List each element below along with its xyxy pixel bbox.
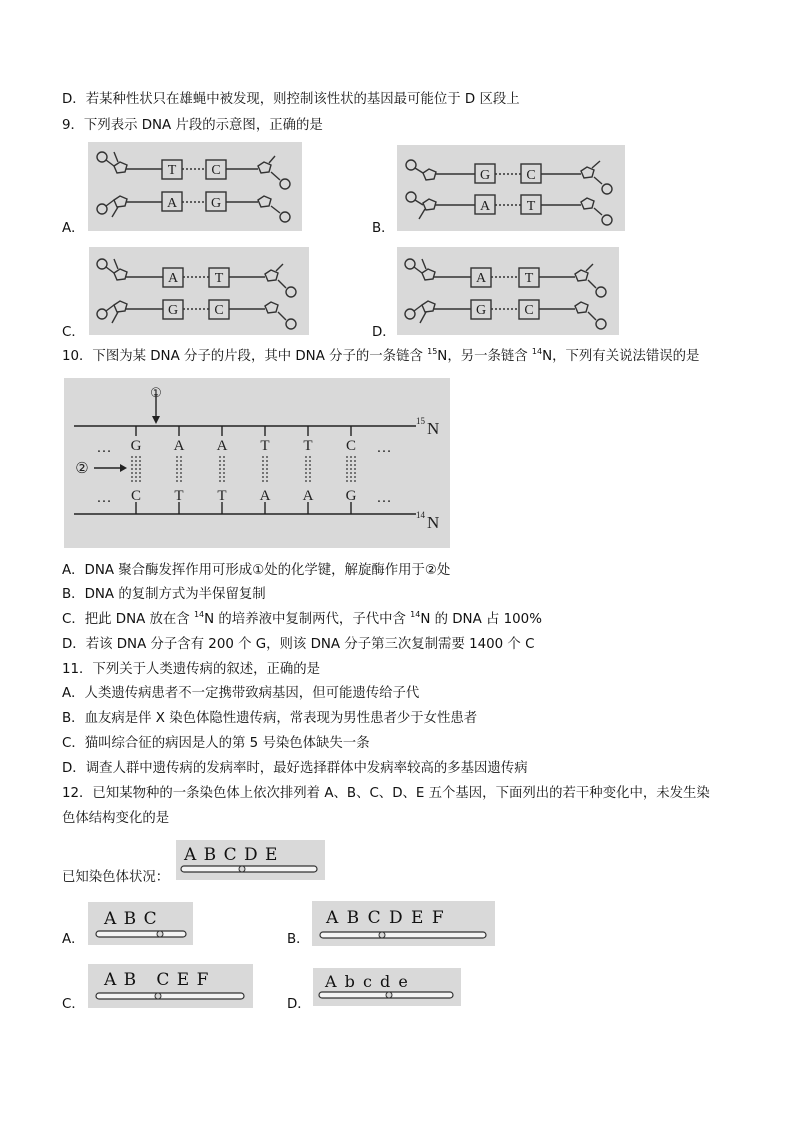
q9-stem: 9．下列表示 DNA 片段的示意图，正确的是 <box>62 118 323 133</box>
q10-stem-sup1: 15 <box>427 347 438 356</box>
chromosome-genes: A B C <box>104 909 158 929</box>
top-base-3: A <box>216 438 228 454</box>
base-top-2: T <box>214 271 224 286</box>
q12-known-label: 已知染色体状况： <box>62 870 170 885</box>
q10-option-c <box>62 611 542 629</box>
top-base-4: T <box>260 438 270 454</box>
bottom-base-3: T <box>217 488 227 504</box>
q11-option-b: B．血友病是伴 X 染色体隐性遗传病，常表现为男性患者少于女性患者 <box>62 711 478 726</box>
base-top-1: G <box>479 168 491 183</box>
chromosome-genes: A b c d e <box>325 972 410 991</box>
chromosome-bar <box>313 968 461 1006</box>
base-bottom-1: A <box>166 196 178 211</box>
q10-option-b: B．DNA 的复制方式为半保留复制 <box>62 587 266 602</box>
q10-c-pre: C．把此 DNA 放在含 <box>62 612 194 627</box>
base-bottom-2: C <box>214 303 224 318</box>
q12-stem-line1: 12．已知某物种的一条染色体上依次排列着 A、B、C、D、E 五个基因，下面列出的若干种变化中，未发生染 <box>62 786 710 801</box>
chromosome-genes: A B C D E <box>184 845 279 865</box>
base-bottom-2: T <box>526 199 536 214</box>
q9-option-d-label: D． <box>372 325 396 340</box>
q10-c-post: N 的 DNA 占 100% <box>420 612 542 627</box>
chromosome-genes: A B C E F <box>104 970 210 990</box>
q12-option-c-chromosome <box>88 964 253 1008</box>
base-top-2: T <box>524 271 534 286</box>
ellipsis-bottom-right: … <box>376 490 392 506</box>
bottom-base-2: T <box>174 488 184 504</box>
q11-stem: 11．下列关于人类遗传病的叙述，正确的是 <box>62 662 321 677</box>
base-top-1: A <box>475 271 487 286</box>
bottom-strand-sup: 14 <box>416 510 425 520</box>
q12-option-c-label: C． <box>62 997 85 1012</box>
q11-option-a: A．人类遗传病患者不一定携带致病基因，但可能遗传给子代 <box>62 686 420 701</box>
base-top-2: C <box>211 163 221 178</box>
chromosome-bar <box>176 840 325 880</box>
dna-fragment-diagram <box>397 247 619 335</box>
base-bottom-2: G <box>210 196 222 211</box>
q9-option-a-label: A． <box>62 221 85 236</box>
q9-option-d-figure <box>397 247 619 335</box>
base-top-1: A <box>167 271 179 286</box>
ellipsis-top-right: … <box>376 440 392 456</box>
ellipsis-top-left: … <box>96 440 112 456</box>
q11-option-d: D．调查人群中遗传病的发病率时，最好选择群体中发病率较高的多基因遗传病 <box>62 761 528 776</box>
chromosome-bar <box>88 964 253 1008</box>
marker-2: ② <box>75 461 89 477</box>
q8-option-d: D．若某种性状只在雄蝇中被发现，则控制该性状的基因最可能位于 D 区段上 <box>62 92 520 107</box>
q12-stem-line2: 色体结构变化的是 <box>62 811 170 826</box>
q10-stem-mid: N，另一条链含 <box>437 349 532 364</box>
top-base-5: T <box>303 438 313 454</box>
base-bottom-2: C <box>524 303 534 318</box>
q10-stem-post: N，下列有关说法错误的是 <box>542 349 700 364</box>
bottom-base-1: C <box>130 488 142 504</box>
q12-option-b-label: B． <box>287 932 310 947</box>
q10-c-mid: N 的培养液中复制两代，子代中含 <box>204 612 411 627</box>
q10-c-sup1: 14 <box>193 610 205 619</box>
bottom-base-4: A <box>259 488 271 504</box>
q12-option-a-chromosome <box>88 902 193 945</box>
top-strand-n: N <box>427 419 440 438</box>
chromosome-bar <box>88 902 193 945</box>
q9-option-c-label: C． <box>62 325 85 340</box>
ellipsis-bottom-left: … <box>96 490 112 506</box>
chromosome-bar <box>312 901 495 946</box>
q10-stem <box>62 348 699 366</box>
base-top-2: C <box>526 168 536 183</box>
dna-fragment-diagram <box>89 247 309 335</box>
q10-option-d: D．若该 DNA 分子含有 200 个 G，则该 DNA 分子第三次复制需要 1400 个 C <box>62 637 535 652</box>
base-top-1: T <box>167 163 177 178</box>
dna-fragment-diagram <box>397 145 625 231</box>
top-strand-sup: 15 <box>416 416 425 426</box>
dna-molecule-diagram <box>64 378 450 548</box>
q11-option-c: C．猫叫综合征的病因是人的第 5 号染色体缺失一条 <box>62 736 370 751</box>
q10-stem-pre: 10．下图为某 DNA 分子的片段，其中 DNA 分子的一条链含 <box>62 349 428 364</box>
q10-c-sup2: 14 <box>410 610 421 619</box>
base-bottom-1: A <box>479 199 491 214</box>
chromosome-genes: A B C D E F <box>326 908 446 928</box>
marker-1: ① <box>150 385 162 400</box>
dna-fragment-diagram <box>88 142 302 231</box>
top-base-1: G <box>130 438 142 454</box>
q10-option-a: A．DNA 聚合酶发挥作用可形成①处的化学键，解旋酶作用于②处 <box>62 563 451 578</box>
q12-option-d-label: D． <box>287 997 311 1012</box>
q10-stem-sup2: 14 <box>531 347 543 356</box>
q9-option-b-figure <box>397 145 625 231</box>
q10-dna-figure <box>64 378 450 548</box>
bottom-strand-n: N <box>427 513 440 532</box>
q12-known-chromosome <box>176 840 325 880</box>
q9-option-a-figure <box>88 142 302 231</box>
top-base-6: C <box>345 438 357 454</box>
q9-option-c-figure <box>89 247 309 335</box>
bottom-base-5: A <box>302 488 314 504</box>
top-base-2: A <box>173 438 185 454</box>
q12-option-d-chromosome <box>313 968 461 1006</box>
q9-option-b-label: B． <box>372 221 395 236</box>
bottom-base-6: G <box>345 488 357 504</box>
q12-option-b-chromosome <box>312 901 495 946</box>
base-bottom-1: G <box>475 303 487 318</box>
base-bottom-1: G <box>167 303 179 318</box>
q12-option-a-label: A． <box>62 932 85 947</box>
